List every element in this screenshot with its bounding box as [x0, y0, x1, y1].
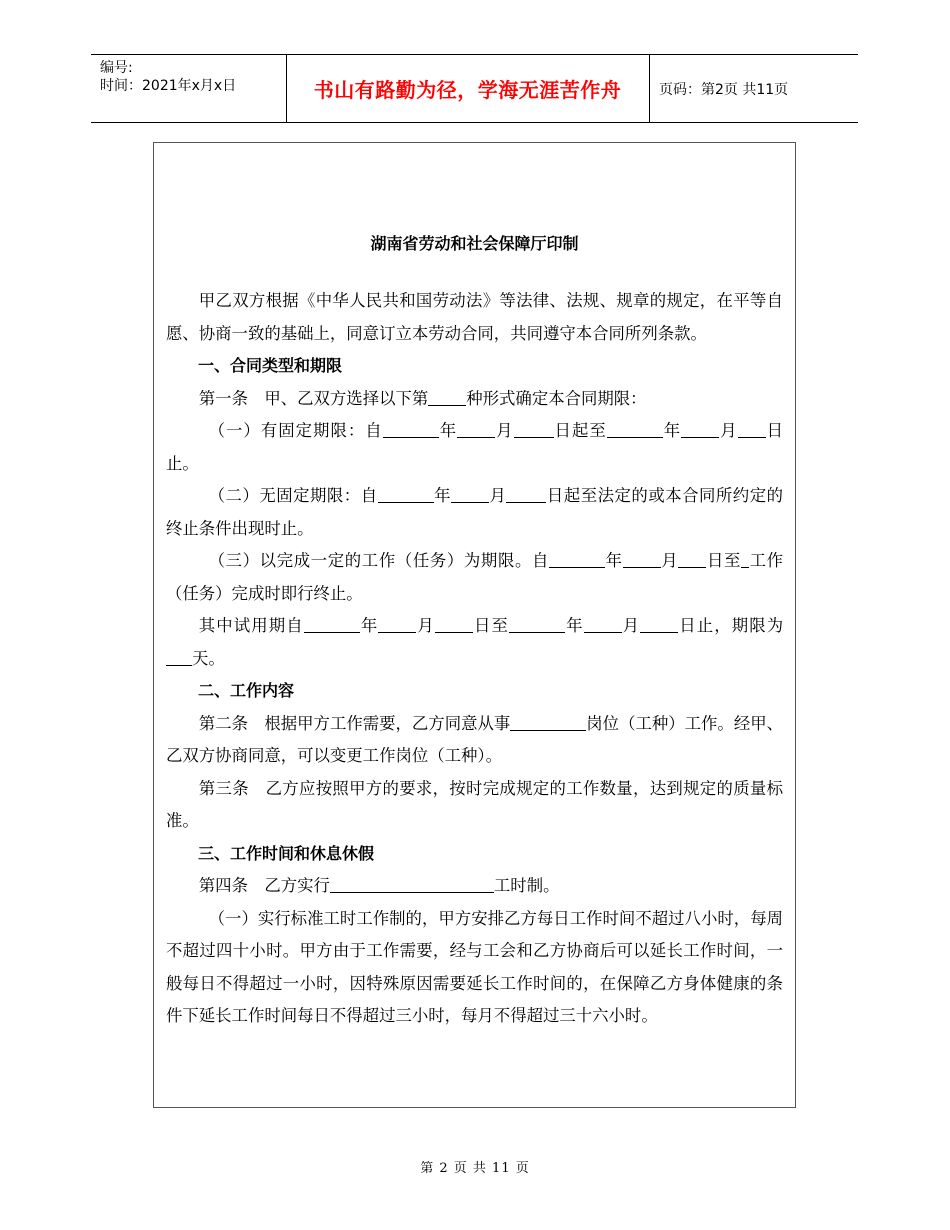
clause-text: （三）以完成一定的工作（任务）为期限。自 [208, 551, 550, 570]
clause-text: 年 [433, 486, 452, 505]
blank-position[interactable] [510, 713, 586, 730]
clause-text: （二）无固定期限：自 [208, 486, 378, 505]
clause-text: 天。 [192, 648, 225, 668]
clause-text: 年 [662, 421, 682, 440]
contract-body [166, 285, 783, 1033]
clause-text: 年 [564, 616, 584, 635]
blank-hour-system[interactable] [330, 876, 494, 893]
clause-text: 日至 [472, 616, 509, 635]
article-1-text-end: 种形式确定本合同期限： [466, 388, 647, 408]
blank-year[interactable] [549, 551, 605, 568]
clause-text: 月 [495, 421, 514, 440]
serial-number-label: 编号: [100, 60, 133, 76]
blank-days[interactable] [166, 648, 192, 665]
section-heading-hours: 三、工作时间和休息休假 [198, 843, 375, 863]
date-label: 时间：2021年x月x日 [100, 78, 237, 94]
clause-text: 月 [489, 486, 507, 505]
clause-text: 月 [719, 421, 738, 440]
blank-day[interactable] [678, 551, 706, 568]
blank-contract-form[interactable] [428, 388, 466, 405]
page-header [91, 54, 858, 123]
header-meta-cell [91, 55, 287, 122]
section-heading-term: 一、合同类型和期限 [198, 356, 343, 375]
section-heading-work: 二、工作内容 [198, 681, 295, 700]
clause-text: 日起至 [553, 421, 607, 440]
article-3: 第三条 乙方应按照甲方的要求，按时完成规定的工作数量，达到规定的质量标准。 [166, 778, 783, 830]
blank-day[interactable] [514, 421, 554, 438]
blank-day[interactable] [506, 486, 546, 503]
blank-month[interactable] [451, 486, 489, 503]
clause-text: 工作（任务）完成时即行终止。 [166, 551, 784, 603]
article-2 [166, 708, 783, 773]
blank-year[interactable] [304, 616, 360, 633]
clause-text: 日止。 [166, 421, 784, 473]
blank-year[interactable] [383, 421, 439, 438]
article-4-text-end: 工时制。 [493, 876, 560, 895]
clause-text: 日起至法定的或本合同所约定的终止条件出现时止。 [166, 486, 783, 538]
contract-frame [153, 142, 796, 1108]
blank-day[interactable] [435, 616, 473, 633]
blank-month[interactable] [378, 616, 416, 633]
page-footer: 第 2 页 共 11 页 [420, 1161, 530, 1176]
preamble-paragraph: 甲乙双方根据《中华人民共和国劳动法》等法律、法规、规章的规定，在平等自愿、协商一致的基础上，同意订立本劳动合同，共同遵守本合同所列条款。 [166, 291, 783, 343]
blank-year[interactable] [509, 616, 565, 633]
task-term-clause [166, 545, 783, 610]
clause-text: 月 [660, 551, 679, 570]
page-number-info: 页码：第2页 共11页 [659, 81, 789, 98]
clause-text: 月 [416, 616, 435, 635]
clause-text: 年 [359, 616, 379, 635]
article-1 [166, 383, 783, 416]
blank-month[interactable] [623, 551, 661, 568]
document-title: 湖南省劳动和社会保障厅印制 [370, 234, 579, 253]
blank-day[interactable] [738, 421, 766, 438]
clause-text: （一）有固定期限：自 [208, 421, 383, 440]
blank-day[interactable] [640, 616, 678, 633]
clause-text: 其中试用期自 [198, 616, 304, 635]
article-2-text-end: 岗位（工种）工作。经甲、乙双方协商同意，可以变更工作岗位（工种）。 [166, 713, 784, 765]
clause-text: 日至 [706, 551, 741, 570]
clause-text: 月 [621, 616, 641, 635]
article-2-text: 第二条 根据甲方工作需要，乙方同意从事 [198, 713, 511, 733]
standard-hours-clause: （一）实行标准工时工作制的，甲方安排乙方每日工作时间不超过八小时，每周不超过四十小时。甲方由于工作需要，经与工会和乙方协商后可以延长工作时间，一般每日不得超过一小时，因特殊原因需要延长工作时间的，在保障乙方身体健康的条件下延长工作时间每日不得超过三小时，每月不得超过三十六小时。 [166, 908, 783, 1025]
blank-month[interactable] [584, 616, 622, 633]
header-motto-cell [286, 55, 650, 122]
article-1-text: 第一条 甲、乙双方选择以下第 [198, 388, 429, 408]
article-4-text: 第四条 乙方实行 [198, 876, 330, 895]
header-page-cell [649, 55, 858, 122]
blank-month[interactable] [681, 421, 719, 438]
open-term-clause [166, 480, 783, 545]
clause-text: 年 [605, 551, 623, 570]
blank-year[interactable] [607, 421, 663, 438]
fixed-term-clause [166, 415, 783, 480]
probation-clause [166, 610, 783, 675]
clause-text: 年 [438, 421, 458, 440]
blank-month[interactable] [457, 421, 495, 438]
article-4 [166, 870, 783, 903]
clause-text: 日止，期限为 [678, 616, 784, 635]
motto-text: 书山有路勤为径，学海无涯苦作舟 [313, 78, 622, 102]
blank-year[interactable] [378, 486, 434, 503]
blank-end[interactable] [741, 551, 749, 568]
